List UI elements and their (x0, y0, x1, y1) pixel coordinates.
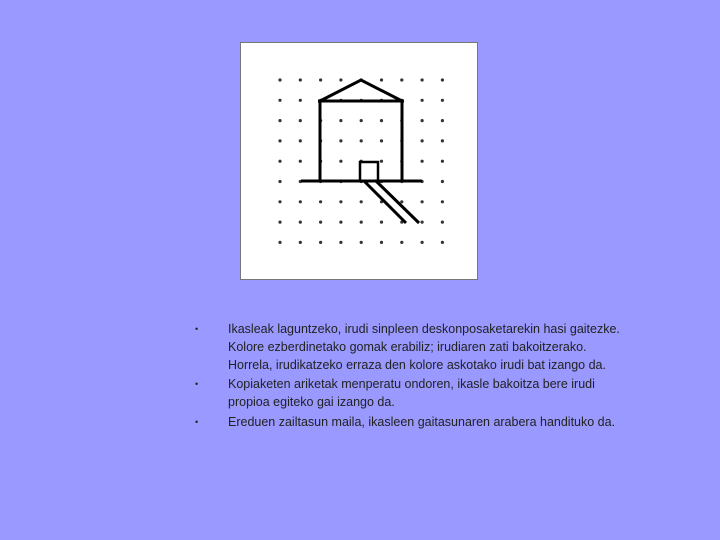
roof (320, 80, 402, 101)
peg-dot (441, 180, 444, 183)
peg-dot (339, 200, 342, 203)
peg-dot (339, 119, 342, 122)
peg-dot (441, 139, 444, 142)
peg-dot (360, 221, 363, 224)
peg-dot (278, 180, 281, 183)
peg-dot (319, 78, 322, 81)
door (360, 162, 378, 181)
peg-dot (299, 221, 302, 224)
peg-dot (421, 119, 424, 122)
peg-dot (319, 200, 322, 203)
peg-dot (278, 99, 281, 102)
bullet-item-3 (190, 414, 620, 432)
bullet-dot: • (195, 324, 199, 334)
peg-dot (278, 78, 281, 81)
bullet-dot: • (195, 416, 199, 427)
peg-dot (421, 78, 424, 81)
peg-dot (299, 200, 302, 203)
peg-dot (441, 160, 444, 163)
bullet-dot: • (195, 379, 199, 390)
peg-dot (360, 139, 363, 142)
peg-dot (339, 160, 342, 163)
peg-dot (299, 78, 302, 81)
peg-dot (421, 160, 424, 163)
peg-dot (278, 221, 281, 224)
peg-dot (278, 119, 281, 122)
peg-dot (380, 119, 383, 122)
path-line-left (364, 181, 406, 223)
peg-dot (299, 99, 302, 102)
peg-dot (441, 119, 444, 122)
peg-dot (299, 241, 302, 244)
peg-dot (421, 139, 424, 142)
peg-dot (441, 78, 444, 81)
peg-dot (400, 241, 403, 244)
peg-dot (380, 78, 383, 81)
peg-dot (339, 241, 342, 244)
peg-dot (421, 241, 424, 244)
peg-dot (299, 139, 302, 142)
peg-dot (360, 119, 363, 122)
peg-dot (441, 241, 444, 244)
peg-dot (421, 99, 424, 102)
peg-dot (421, 200, 424, 203)
peg-dot (421, 221, 424, 224)
geoboard-figure (240, 42, 478, 280)
peg-dot (278, 160, 281, 163)
peg-dot (360, 200, 363, 203)
peg-dot (400, 200, 403, 203)
peg-dot (380, 241, 383, 244)
peg-dot (441, 200, 444, 203)
peg-dot (319, 221, 322, 224)
peg-dot (441, 99, 444, 102)
bullet-text: Ikasleak laguntzeko, irudi sinpleen deskonposaketarekin hasi gaitezke. Kolore ezberdinetako gomak erabiliz; irudiaren zati bakoitzerako. Horrela, irudikatzeko erraza den kolore askotako irudi bat izango da. (228, 322, 620, 372)
peg-dot (380, 221, 383, 224)
peg-dot (441, 221, 444, 224)
peg-dot (380, 139, 383, 142)
peg-dot (360, 241, 363, 244)
bullet-text: Ereduen zailtasun maila, ikasleen gaitasunaren arabera handituko da. (228, 414, 616, 429)
bullet-text: Kopiaketen ariketak menperatu ondoren, ikasle bakoitza bere irudi propioa egiteko gai izango da. (228, 377, 595, 410)
peg-dot (299, 160, 302, 163)
peg-dot (380, 160, 383, 163)
peg-dot (319, 241, 322, 244)
peg-dot (278, 200, 281, 203)
bullet-list (190, 321, 620, 434)
peg-dot (400, 78, 403, 81)
peg-dot (339, 139, 342, 142)
peg-dot (299, 119, 302, 122)
bullet-item-2 (190, 376, 620, 412)
geoboard-drawing (241, 43, 479, 281)
peg-dot (278, 241, 281, 244)
bullet-item-1 (190, 321, 620, 374)
peg-dot (339, 221, 342, 224)
peg-dot (278, 139, 281, 142)
peg-dot (339, 78, 342, 81)
